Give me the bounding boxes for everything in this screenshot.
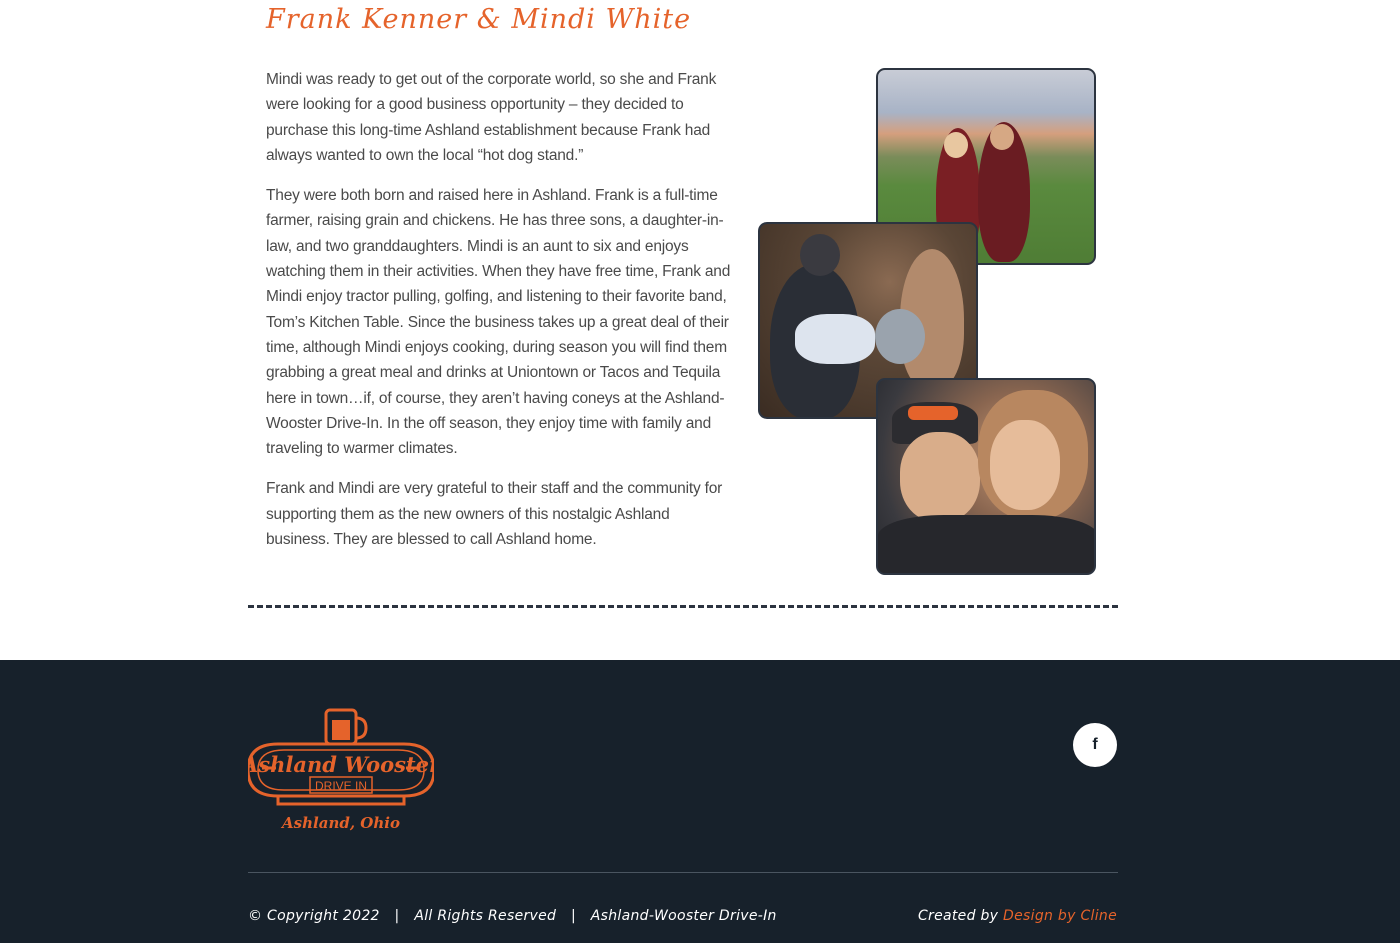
facebook-icon: f [1092,736,1098,753]
drive-in-logo-icon [248,708,434,834]
photo-couple-selfie [876,378,1096,575]
logo-subtitle: DRIVE IN [314,779,368,793]
copyright-text [248,908,777,924]
copyright-year: © Copyright 2022 [248,908,380,924]
site-credit [918,908,1117,924]
copyright-separator: | [394,908,400,924]
photo-figure [990,420,1060,510]
footer-logo[interactable] [248,708,434,834]
facebook-button[interactable] [1073,723,1117,767]
logo-name: Ashland Wooster [248,752,434,777]
photo-figure [875,309,925,364]
bio-paragraph-2: They were both born and raised here in Ashland. Frank is a full-time farmer, raising grain and chickens. He has three sons, a daughter-in-law, and two granddaughters. Mindi is an aunt to six and enjoys watching them in their activities. When they have free time, Frank and Mindi enjoy tractor pulling, golfing, and listening to their favorite band, Tom’s Kitchen Table. Since the business takes up a great deal of their time, although Mindi enjoys cooking, during season you will find them grabbing a great meal and drinks at Uniontown or Tacos and Tequila here in town…if, of course, they aren’t having coneys at the Ashland-Wooster Drive-In. In the off season, they enjoy time with family and traveling to warmer climates. [266,187,731,458]
photo-figure [990,124,1014,150]
bio-paragraph-3: Frank and Mindi are very grateful to their staff and the community for supporting them as the new owners of this nostalgic Ashland business. They are blessed to call Ashland home. [266,480,723,549]
photo-figure [878,515,1096,575]
photo-figure [795,314,875,364]
photo-figure [908,406,958,420]
credit-prefix: Created by [917,908,999,924]
photo-figure [900,432,980,522]
copyright-rights: All Rights Reserved [414,908,557,924]
section-divider [248,605,1118,608]
owners-heading: Frank Kenner & Mindi White [266,4,692,35]
logo-location: Ashland, Ohio [282,814,400,832]
photo-figure [944,132,968,158]
site-footer [0,660,1400,943]
copyright-separator: | [570,908,577,924]
designer-link[interactable]: Design by Cline [1003,908,1117,924]
bio-paragraph-1: Mindi was ready to get out of the corporate world, so she and Frank were looking for a good business opportunity – they decided to purchase this long-time Ashland establishment because Frank had always wanted to own the local “hot dog stand.” [266,71,717,164]
footer-divider [248,872,1118,873]
copyright-business: Ashland-Wooster Drive-In [590,908,777,924]
owners-bio [266,67,732,567]
photo-figure [800,234,840,276]
